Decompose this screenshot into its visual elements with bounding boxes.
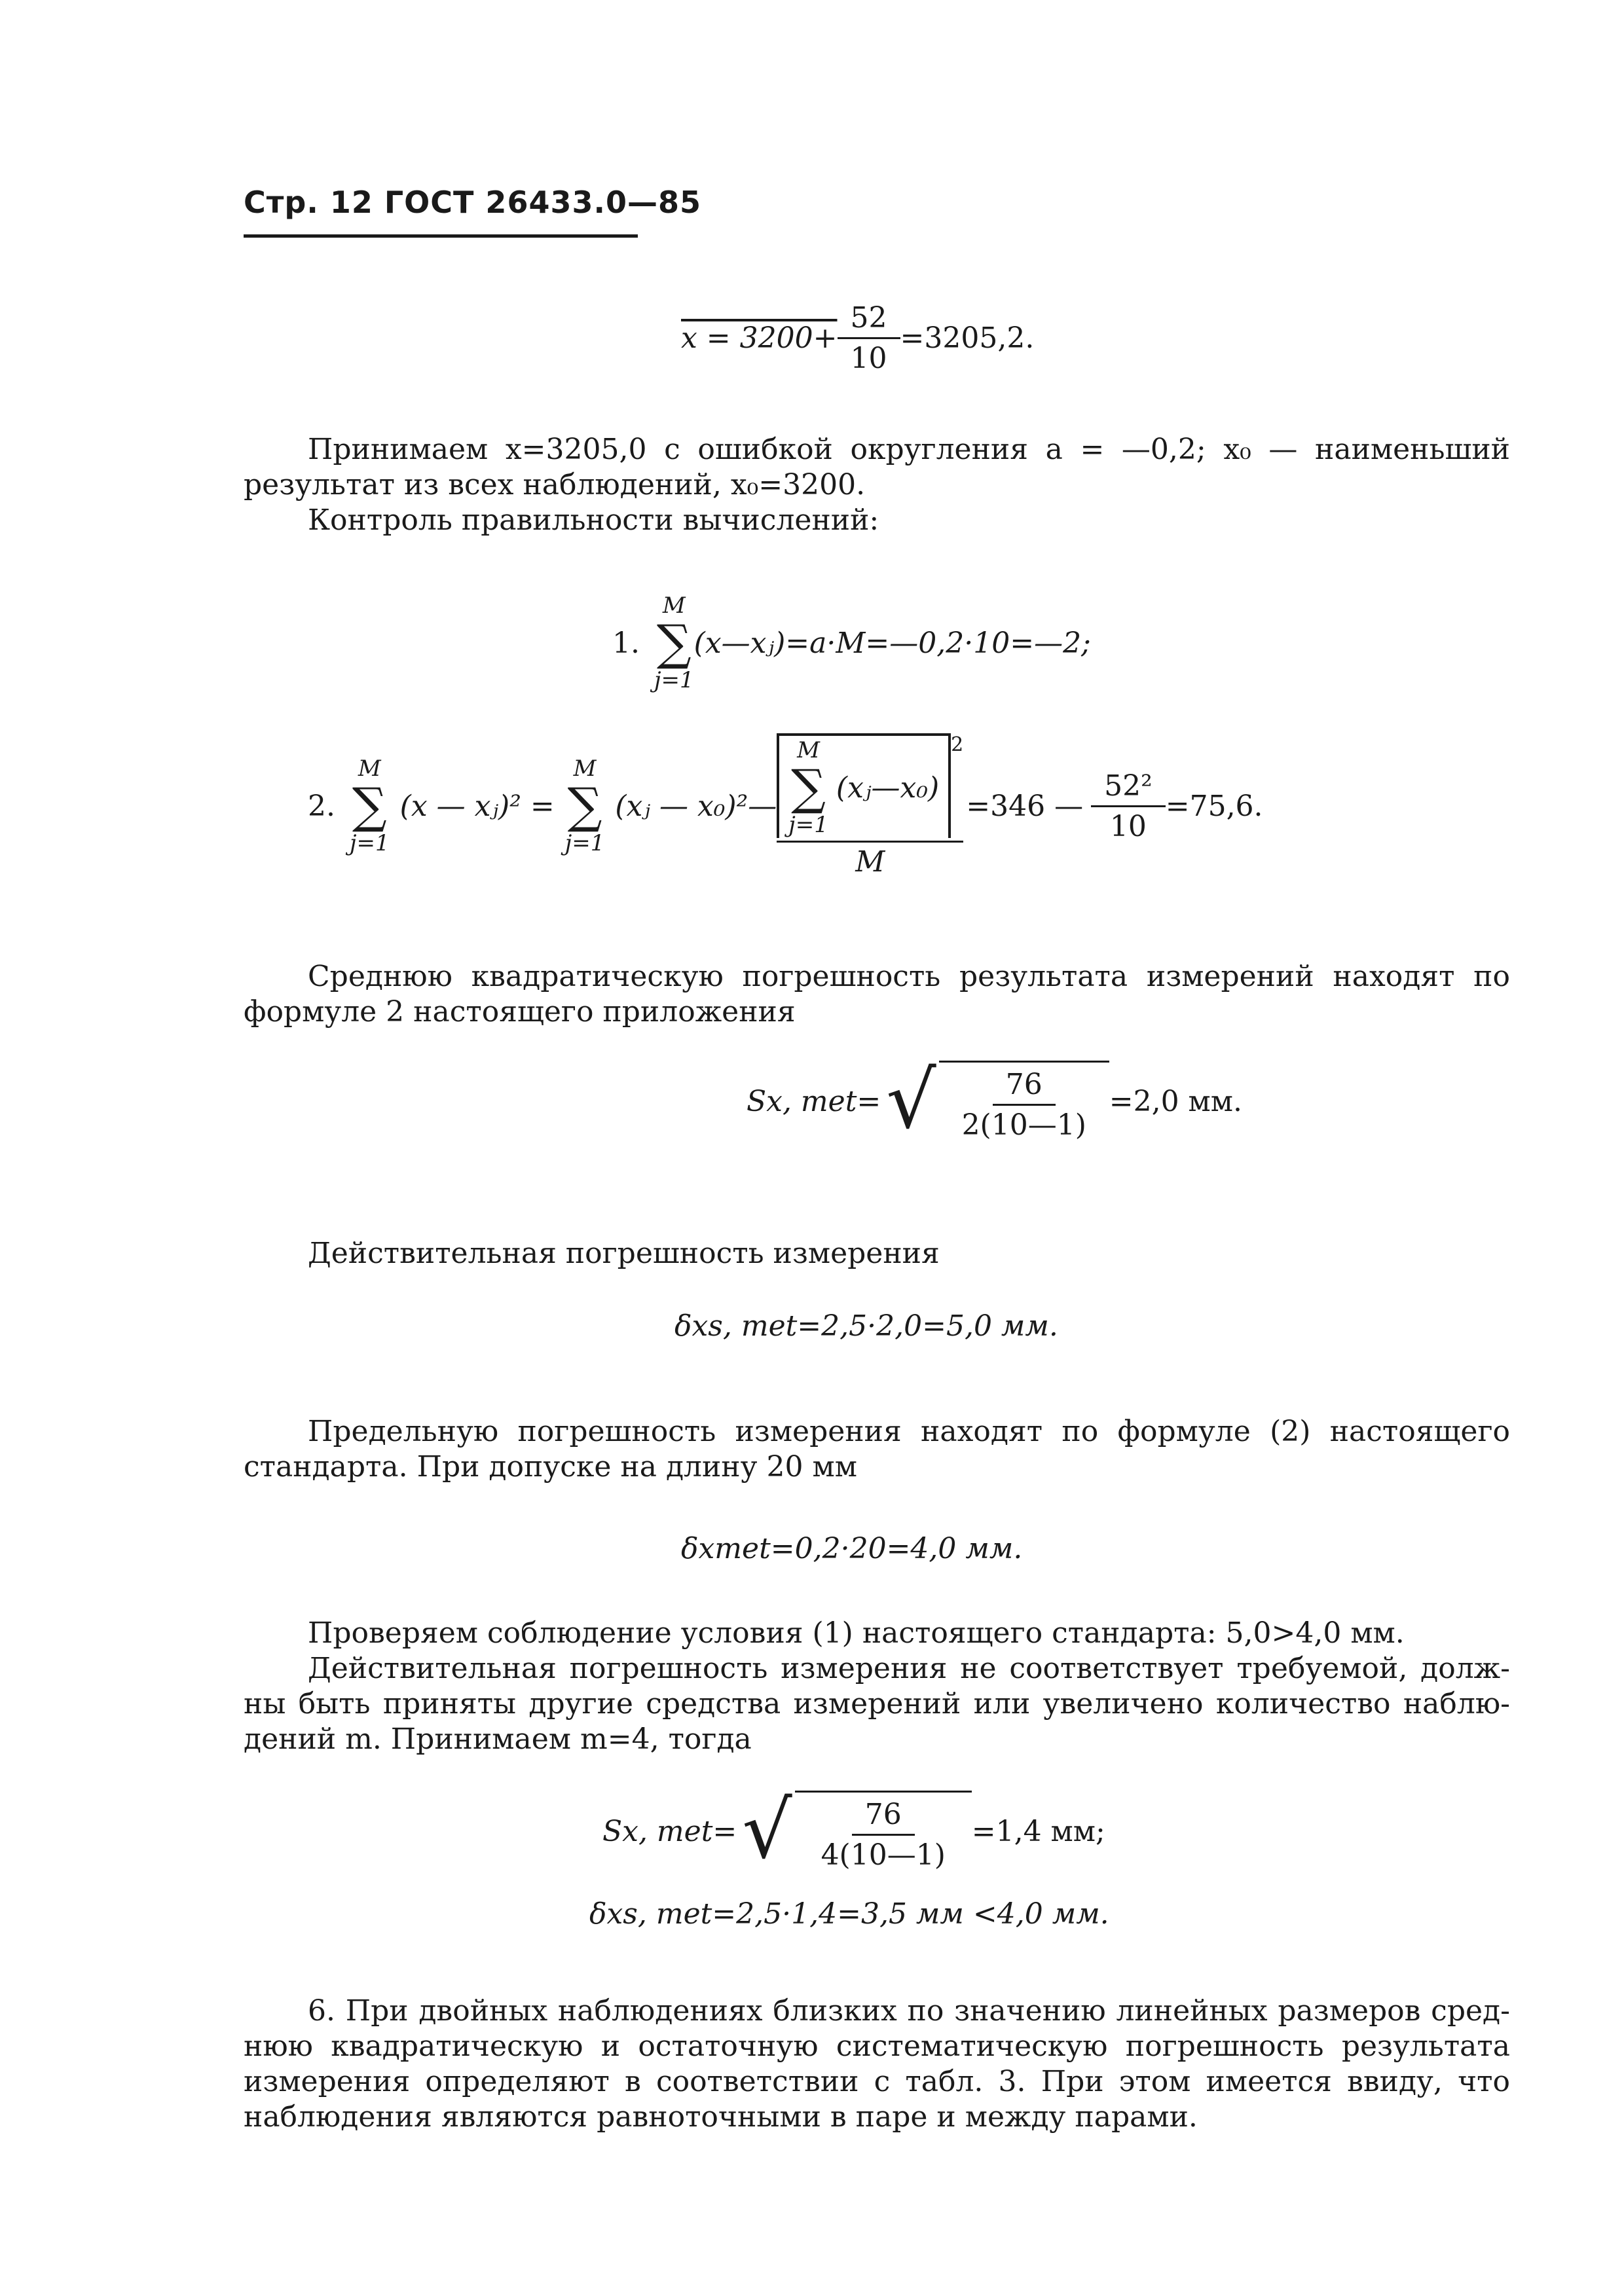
equation-mean	[681, 301, 1034, 375]
equation-number: 2.	[308, 789, 335, 823]
paragraph-mean-square-line1: Среднюю квадратическую погрешность результата измерений находят по	[308, 960, 1510, 993]
paragraph-not-compliant-line1: Действительная погрешность измерения не соответствует требуемой, долж-	[308, 1652, 1510, 1685]
equation-tail-2: =75,6.	[1165, 789, 1263, 823]
equation-tail-1: =346 —	[966, 789, 1084, 823]
equation-number: 1.	[612, 626, 640, 660]
sum-operator	[654, 592, 694, 693]
radicand	[939, 1061, 1109, 1142]
equation-small-fraction	[1091, 769, 1166, 843]
equation-check-2	[308, 733, 1263, 879]
sum-symbol: ∑	[567, 778, 602, 834]
sum-operator	[788, 737, 828, 838]
equation-sx-rhs: =1,4 мм;	[971, 1814, 1105, 1848]
equation-sx-lhs: Sx, met=	[602, 1814, 737, 1848]
paragraph-mean-square-line2: формуле 2 настоящего приложения	[244, 995, 796, 1029]
fraction-numerator: 76	[852, 1798, 915, 1836]
radical-sign: √	[886, 1055, 936, 1146]
sum-lower-limit: j=1	[654, 667, 694, 693]
equation-mean-lhs: x = 3200+	[681, 321, 838, 355]
equation-sx-1	[747, 1055, 1242, 1146]
sum-lower-limit: j=1	[788, 812, 828, 838]
fraction-denominator: M	[855, 845, 885, 879]
square-bracket	[777, 733, 951, 838]
equation-sx-2	[602, 1785, 1105, 1876]
paragraph-double-obs-line4: наблюдения являются равноточными в паре и между парами.	[244, 2100, 1198, 2134]
fraction-numerator: 52	[838, 301, 900, 339]
sum-lower-limit: j=1	[349, 830, 390, 856]
paragraph-not-compliant-line3: дений m. Принимаем m=4, тогда	[244, 1722, 752, 1756]
equation-check-1	[612, 592, 1091, 693]
fraction-denominator: 2(10—1)	[961, 1108, 1086, 1142]
equation-term-1: (x — xⱼ)² =	[399, 789, 555, 823]
radical-bar	[939, 1061, 1109, 1063]
equation-delta-xs-2: δxs, met=2,5·1,4=3,5 мм <4,0 мм.	[589, 1897, 1109, 1931]
equation-sx-lhs: Sx, met=	[747, 1084, 881, 1118]
fraction-denominator: 4(10—1)	[821, 1838, 946, 1872]
fraction-denominator: 10	[1109, 809, 1147, 843]
equation-big-fraction	[777, 733, 963, 879]
paragraph-double-obs-line1: 6. При двойных наблюдениях близких по значению линейных размеров сред-	[308, 1994, 1510, 2028]
radical-bar	[795, 1791, 972, 1793]
paragraph-accept-line1: Принимаем x=3205,0 с ошибкой округления a = —0,2; x₀ — наименьший	[308, 433, 1510, 466]
sum-upper-limit: M	[662, 592, 686, 619]
radicand-fraction	[939, 1068, 1109, 1142]
sum-operator	[565, 756, 605, 856]
paragraph-check-condition: Проверяем соблюдение условия (1) настоящего стандарта: 5,0>4,0 мм.	[308, 1616, 1405, 1650]
page-header: Стр. 12 ГОСТ 26433.0—85	[244, 185, 701, 220]
paragraph-double-obs-line3: измерения определяют в соответствии с табл. 3. При этом имеется ввиду, что	[244, 2065, 1510, 2098]
paragraph-limit-error-line2: стандарта. При допуске на длину 20 мм	[244, 1450, 857, 1484]
sum-symbol: ∑	[791, 759, 826, 816]
sum-upper-limit: M	[358, 756, 381, 782]
paragraph-accept-line2: результат из всех наблюдений, x₀=3200.	[244, 468, 866, 501]
equation-sx-rhs: =2,0 мм.	[1109, 1084, 1242, 1118]
bracket-body: (xⱼ—x₀)	[836, 771, 940, 805]
equation-mean-rhs: =3205,2.	[900, 321, 1035, 355]
sum-upper-limit: M	[573, 756, 597, 782]
sum-operator	[350, 756, 390, 856]
bracket-exponent: 2	[951, 733, 964, 756]
header-rule	[244, 234, 638, 238]
paragraph-double-obs-line2: нюю квадратическую и остаточную систематическую погрешность результата	[244, 2030, 1510, 2063]
equation-mean-fraction	[838, 301, 900, 375]
paragraph-limit-error-line1: Предельную погрешность измерения находят по формуле (2) настоящего	[308, 1415, 1510, 1448]
radical-sign: √	[742, 1785, 792, 1876]
fraction-numerator: 52²	[1091, 769, 1166, 807]
sum-symbol: ∑	[656, 615, 692, 671]
fraction-numerator	[777, 733, 963, 843]
sum-upper-limit: M	[797, 737, 820, 763]
equation-delta-xmet: δxmet=0,2·20=4,0 мм.	[681, 1532, 1023, 1565]
radicand-fraction	[795, 1798, 972, 1872]
fraction-numerator: 76	[993, 1068, 1056, 1106]
radicand	[795, 1791, 972, 1872]
equation-delta-xs-1: δxs, met=2,5·2,0=5,0 мм.	[674, 1309, 1058, 1343]
paragraph-control: Контроль правильности вычислений:	[308, 503, 879, 537]
equation-check-1-body: (x—xⱼ)=a·M=—0,2·10=—2;	[693, 626, 1091, 660]
paragraph-not-compliant-line2: ны быть приняты другие средства измерений или увеличено количество наблю-	[244, 1687, 1510, 1721]
sum-symbol: ∑	[352, 778, 387, 834]
paragraph-actual-error: Действительная погрешность измерения	[308, 1237, 940, 1270]
fraction-denominator: 10	[850, 342, 887, 375]
equation-term-2: (xⱼ — x₀)²—	[615, 789, 777, 823]
sum-lower-limit: j=1	[564, 830, 605, 856]
